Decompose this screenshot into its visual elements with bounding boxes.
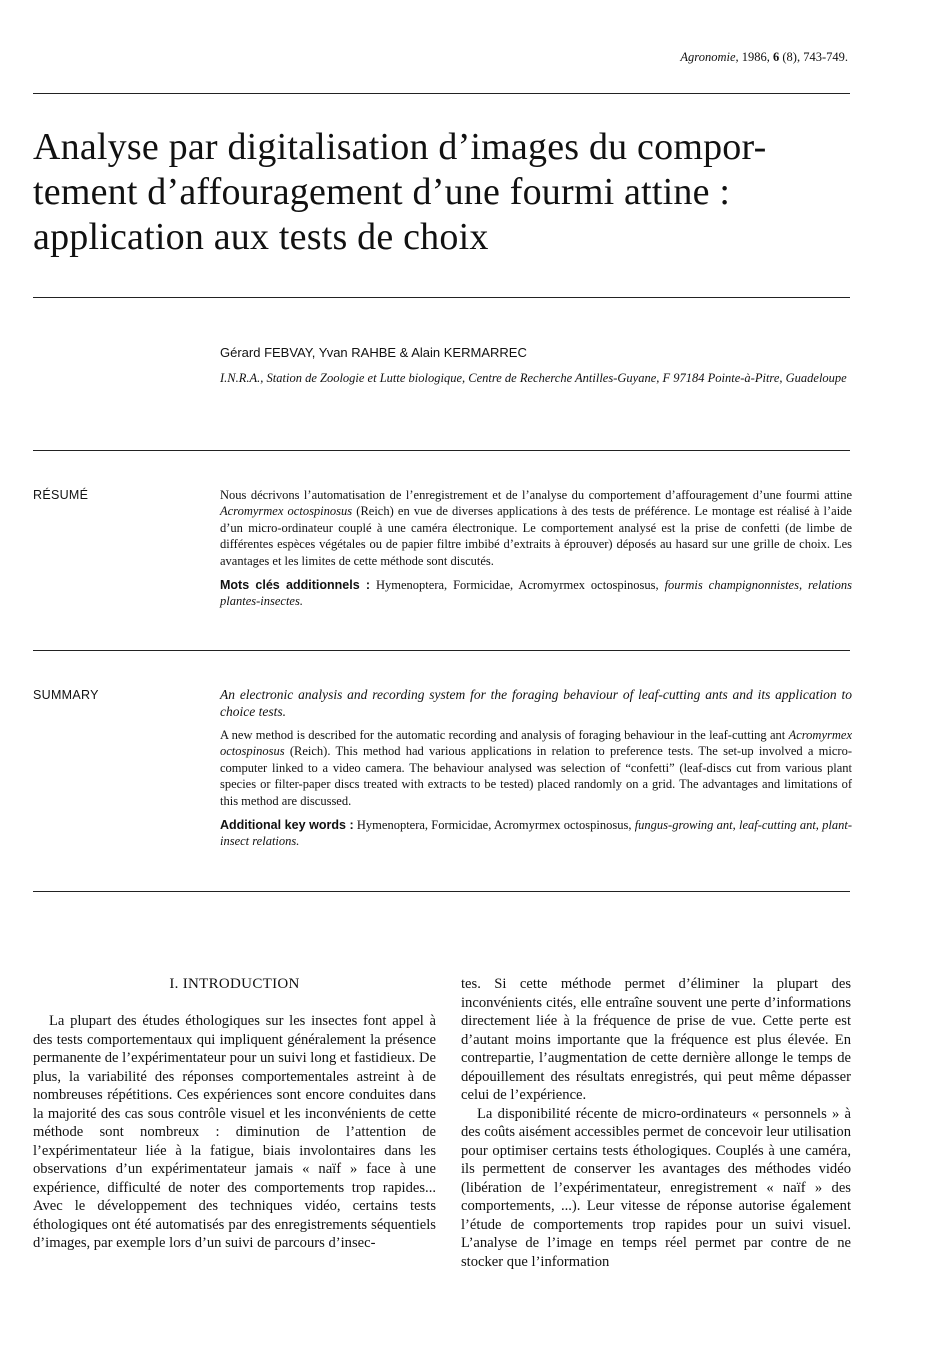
summary-keywords-italic: fungus-growing ant, leaf-cutting ant, plant-insect relations.: [220, 818, 853, 849]
resume-keywords: [220, 577, 852, 610]
intro-paragraph: tes. Si cette méthode permet d’éliminer la plupart des inconvénients cités, elle entraîne souvent une perte d’informations directement liée à la fréquence de prise de vue. Cette perte est d’autant moins importante que la fréquence est plus élevée. En contrepartie, l’augmentation de cette dernière allonge le temps de dépouillement des résultats enregistrés, qui peut même dépasser celui de l’expérience.: [461, 976, 851, 1103]
summary-keywords: [220, 817, 852, 850]
summary-keywords-plain: Hymenoptera, Formicidae, Acromyrmex octospinosus,: [353, 818, 635, 833]
divider: [33, 93, 850, 94]
summary-keywords-label: Additional key words :: [220, 818, 354, 833]
divider: [33, 450, 850, 451]
page-title: Analyse par digitalisation d’images du compor-tement d’affouragement d’une fourmi attine : application aux tests de choix: [33, 126, 767, 258]
affiliation: I.N.R.A., Station de Zoologie et Lutte biologique, Centre de Recherche Antilles-Guyane, F 97184 Pointe-à-Pitre, Guadeloupe: [220, 371, 847, 385]
summary-title: An electronic analysis and recording system for the foraging behaviour of leaf-cutting ants and its application to choice tests.: [220, 687, 852, 719]
divider: [33, 891, 850, 892]
journal-year: 1986,: [741, 50, 770, 64]
summary-block: [220, 686, 852, 850]
divider: [33, 650, 850, 651]
summary-species: Acromyrmex octospinosus: [220, 728, 852, 759]
summary-text-2: (Reich). This method had various applications in relation to preference tests. The set-up involved a micro-computer linked to a video camera. The behaviour analysed was selection of “confetti” (leaf-discs cut from various plant species or filter-paper discs treated with extracts to be tested) placed randomly on a grid. The advantages and limitations of this method are discussed.: [220, 744, 852, 808]
resume-keywords-italic: fourmis champignonnistes, relations plantes-insectes.: [220, 578, 852, 609]
resume-block: [220, 487, 852, 610]
resume-label: RÉSUMÉ: [33, 488, 89, 502]
journal-reference: [680, 50, 848, 65]
resume-keywords-plain: Hymenoptera, Formicidae, Acromyrmex octospinosus,: [370, 578, 665, 593]
journal-name: Agronomie,: [680, 50, 739, 64]
intro-paragraph: La plupart des études éthologiques sur les insectes font appel à des tests comportementaux qui impliquent généralement la présence permanente de l’expérimentateur pour un suivi long et fastidieux. De plus, la variabilité des réponses comportementales astreint à de nombreuses répétitions. Ces expériences sont encore conduites dans la majorité des cas sous contrôle visuel et les inconvénients de cette méthode sont nombreux : diminution de l’attention de l’expérimentateur liée à la fatigue, biais involontaires dans les observations d’un expérimentateur jamais « naïf » face à une expérience, difficulté de noter des comportements trop rapides... Avec le développement des techniques vidéo, certains tests éthologiques ont été automatisés par des enregistrements séquentiels d’images, par exemple lors d’un suivi de parcours d’insec-: [33, 1013, 436, 1251]
resume-species: Acromyrmex octospinosus: [220, 504, 353, 519]
resume-keywords-label: Mots clés additionnels :: [220, 578, 371, 593]
divider: [33, 297, 850, 298]
authors: Gérard FEBVAY, Yvan RAHBE & Alain KERMARREC: [220, 345, 527, 360]
intro-left-column: [33, 1012, 436, 1253]
intro-right-column: [461, 975, 851, 1271]
summary-body: [220, 727, 852, 809]
summary-label: SUMMARY: [33, 688, 99, 702]
resume-body: [220, 487, 852, 569]
section-heading-introduction: I. INTRODUCTION: [169, 976, 300, 992]
summary-text-1: A new method is described for the automatic recording and analysis of foraging behaviour in the leaf-cutting ant: [220, 728, 789, 742]
resume-text-1: Nous décrivons l’automatisation de l’enregistrement et de l’analyse du comportement d’affouragement d’une fourmi attine: [220, 488, 852, 502]
journal-volume: 6: [773, 50, 780, 64]
journal-issue-pages: (8), 743-749.: [782, 50, 848, 64]
resume-text-2: (Reich) en vue de diverses applications à des tests de préférence. Le montage est réalisé à l’aide d’un micro-ordinateur couplé à une caméra électronique. Le comportement analysé est la prise de confetti (de limbe de différentes espèces végétales ou de papier filtre imbibé d’extraits à éprouver) déposés au hasard sur une grille de choix. Les avantages et les limites de cette méthode sont discutés.: [220, 504, 852, 568]
intro-paragraph: La disponibilité récente de micro-ordinateurs « personnels » à des coûts aisément accessibles permet de concevoir leur utilisation pour optimiser certains tests éthologiques. Couplés à une caméra, ils permettent de conserver les avantages des méthodes vidéo (libération de l’expérimentateur, enregistrement « naïf » des comportements, ...). Leur vitesse de réponse autorise également l’étude de comportements trop rapides pour un suivi visuel. L’analyse de l’image en temps réel permet par contre de ne stocker que l’information: [461, 1105, 851, 1270]
